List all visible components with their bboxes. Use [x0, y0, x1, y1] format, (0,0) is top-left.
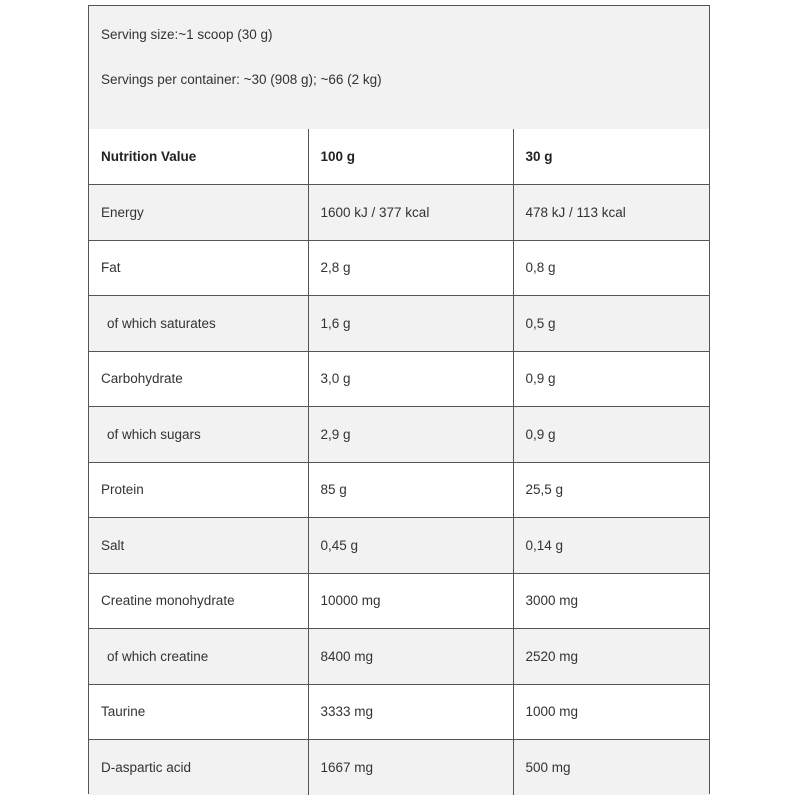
value-per-30g: 478 kJ / 113 kcal — [513, 185, 709, 241]
value-per-100g: 85 g — [308, 462, 513, 518]
table-row — [89, 462, 709, 518]
value-per-30g: 0,9 g — [513, 407, 709, 463]
table-row — [89, 407, 709, 463]
header-per-30g: 30 g — [513, 129, 709, 185]
table-row — [89, 629, 709, 685]
nutrient-sublabel: of which creatine — [107, 648, 209, 664]
value-per-100g: 1667 mg — [308, 740, 513, 796]
nutrient-name: Salt — [89, 518, 308, 574]
header-per-100g: 100 g — [308, 129, 513, 185]
table-header-row — [89, 129, 709, 185]
value-per-30g: 0,5 g — [513, 296, 709, 352]
value-per-30g: 0,8 g — [513, 240, 709, 296]
table-row — [89, 740, 709, 796]
table-row — [89, 296, 709, 352]
value-per-100g: 1,6 g — [308, 296, 513, 352]
value-per-100g: 3333 mg — [308, 684, 513, 740]
servings-per-container: Servings per container: ~30 (908 g); ~66 (2 kg) — [101, 72, 382, 87]
nutrient-sublabel: of which sugars — [107, 426, 201, 442]
serving-info — [89, 6, 709, 130]
nutrient-name — [89, 407, 308, 463]
nutrient-name — [89, 629, 308, 685]
nutrient-name — [89, 296, 308, 352]
header-nutrition-value: Nutrition Value — [89, 129, 308, 185]
value-per-100g: 3,0 g — [308, 351, 513, 407]
table-row — [89, 573, 709, 629]
nutrition-facts-panel — [88, 5, 710, 794]
value-per-100g: 2,8 g — [308, 240, 513, 296]
value-per-100g: 10000 mg — [308, 573, 513, 629]
nutrient-name: Creatine monohydrate — [89, 573, 308, 629]
value-per-30g: 25,5 g — [513, 462, 709, 518]
value-per-30g: 0,9 g — [513, 351, 709, 407]
value-per-30g: 0,14 g — [513, 518, 709, 574]
nutrient-name: Fat — [89, 240, 308, 296]
value-per-100g: 2,9 g — [308, 407, 513, 463]
nutrient-name: Energy — [89, 185, 308, 241]
serving-size: Serving size:~1 scoop (30 g) — [101, 27, 273, 42]
nutrition-table — [89, 129, 709, 795]
nutrient-name: Carbohydrate — [89, 351, 308, 407]
nutrient-name: Protein — [89, 462, 308, 518]
value-per-100g: 0,45 g — [308, 518, 513, 574]
table-row — [89, 185, 709, 241]
value-per-30g: 1000 mg — [513, 684, 709, 740]
value-per-100g: 1600 kJ / 377 kcal — [308, 185, 513, 241]
table-row — [89, 351, 709, 407]
nutrient-name: Taurine — [89, 684, 308, 740]
value-per-100g: 8400 mg — [308, 629, 513, 685]
value-per-30g: 2520 mg — [513, 629, 709, 685]
value-per-30g: 500 mg — [513, 740, 709, 796]
value-per-30g: 3000 mg — [513, 573, 709, 629]
nutrient-name: D-aspartic acid — [89, 740, 308, 796]
nutrient-sublabel: of which saturates — [107, 315, 216, 331]
table-row — [89, 518, 709, 574]
table-row — [89, 684, 709, 740]
table-row — [89, 240, 709, 296]
